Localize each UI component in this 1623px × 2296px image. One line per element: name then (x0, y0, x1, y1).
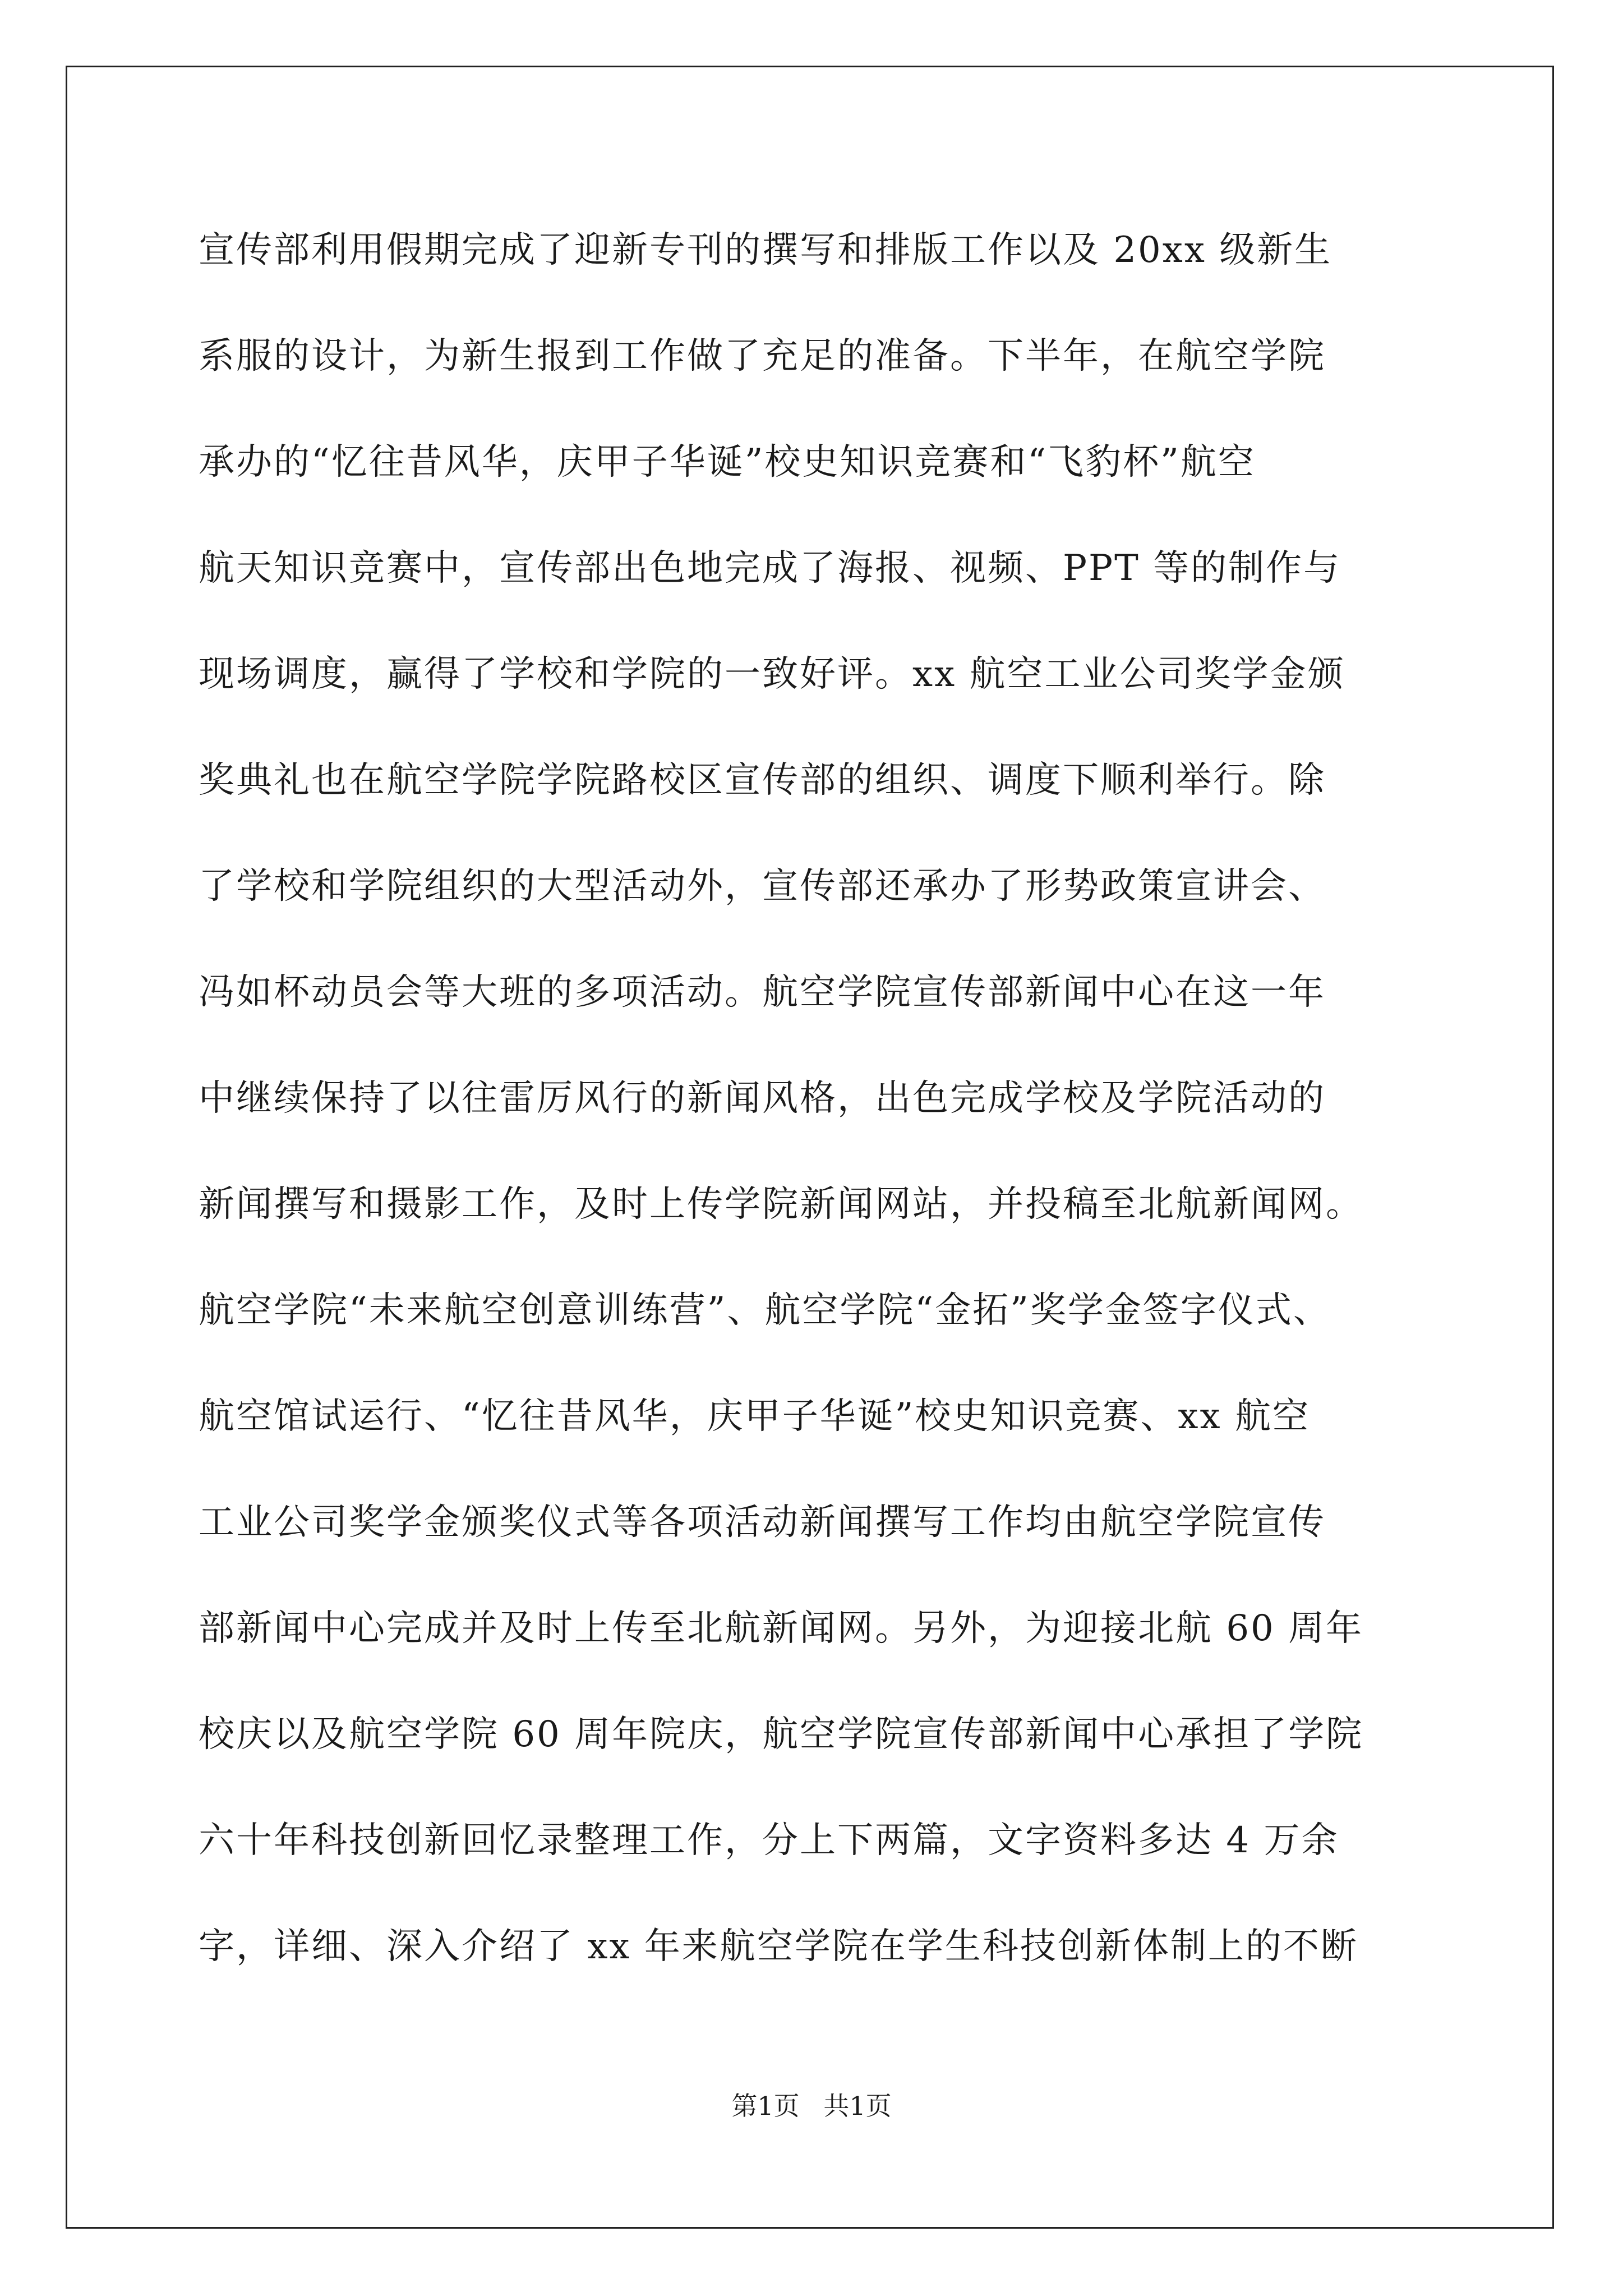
page-number-current: 第1页 (731, 2091, 800, 2121)
body-text (199, 223, 1427, 2026)
text-line-8: 冯如杯动员会等大班的多项活动。航空学院宣传部新闻中心在这一年 (199, 972, 1326, 1013)
text-line-12: 航空馆试运行、“忆往昔风华，庆甲子华诞”校史知识竞赛、xx 航空 (199, 1396, 1310, 1437)
text-line-14: 部新闻中心完成并及时上传至北航新闻网。另外，为迎接北航 60 周年 (199, 1608, 1364, 1649)
text-line-11: 航空学院“未来航空创意训练营”、航空学院“金拓”奖学金签字仪式、 (199, 1290, 1331, 1331)
text-line-1: 宣传部利用假期完成了迎新专刊的撰写和排版工作以及 20xx 级新生 (199, 229, 1332, 271)
text-line-17: 字，详细、深入介绍了 xx 年来航空学院在学生科技创新体制上的不断 (199, 1926, 1358, 1967)
text-line-4: 航天知识竞赛中，宣传部出色地完成了海报、视频、PPT 等的制作与 (199, 547, 1341, 589)
text-line-5: 现场调度，赢得了学校和学院的一致好评。xx 航空工业公司奖学金颁 (199, 654, 1345, 695)
page-number-total: 共1页 (823, 2091, 892, 2121)
text-line-15: 校庆以及航空学院 60 周年院庆，航空学院宣传部新闻中心承担了学院 (199, 1714, 1364, 1755)
text-line-10: 新闻撰写和摄影工作，及时上传学院新闻网站，并投稿至北航新闻网。 (199, 1184, 1363, 1225)
text-line-9: 中继续保持了以往雷厉风行的新闻风格，出色完成学校及学院活动的 (199, 1078, 1326, 1119)
text-line-6: 奖典礼也在航空学院学院路校区宣传部的组织、调度下顺利举行。除 (199, 760, 1326, 801)
text-line-13: 工业公司奖学金颁奖仪式等各项活动新闻撰写工作均由航空学院宣传 (199, 1502, 1326, 1543)
text-line-7: 了学校和学院组织的大型活动外，宣传部还承办了形势政策宣讲会、 (199, 866, 1326, 907)
text-line-2: 系服的设计，为新生报到工作做了充足的准备。下半年，在航空学院 (199, 335, 1326, 377)
text-line-3: 承办的“忆往昔风华，庆甲子华诞”校史知识竞赛和“飞豹杯”航空 (199, 441, 1256, 483)
text-line-16: 六十年科技创新回忆录整理工作，分上下两篇，文字资料多达 4 万余 (199, 1820, 1339, 1861)
page-footer (0, 2086, 1623, 2123)
